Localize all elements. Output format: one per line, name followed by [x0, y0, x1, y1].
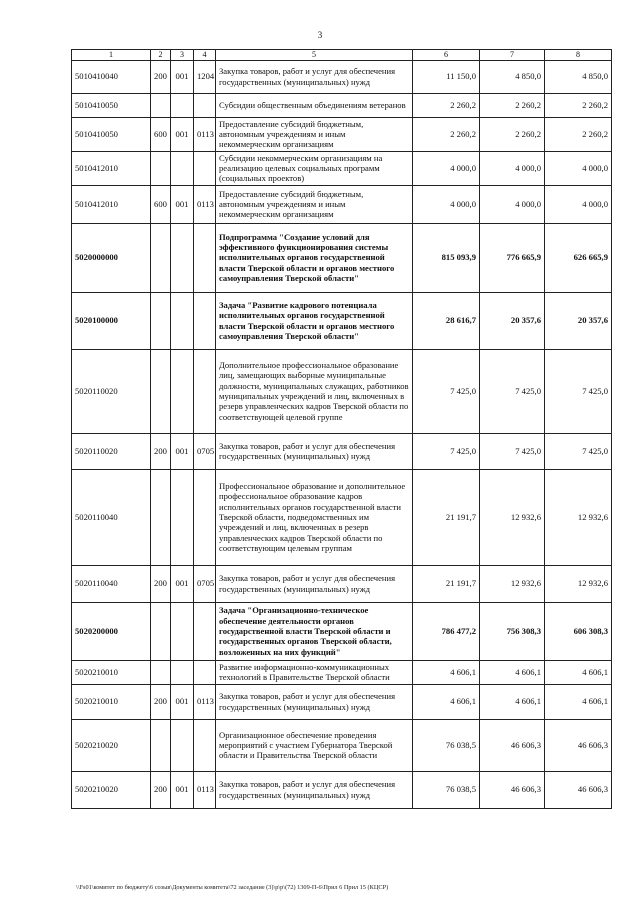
file-path-footer: \\Fs01\комитет по бюджету\6 созыв\Документы комитета\72 заседание (3)\p\p\(72) 1309-П-6\Прил 6 Прил 15 (КЦСР) [76, 884, 389, 891]
amount-col-8: 4 606,1 [545, 684, 612, 719]
description: Задача "Развитие кадрового потенциала исполнительных органов государственной власти Тверской области и органов местного самоуправления Тверской области" [216, 292, 413, 349]
ministry-code [171, 292, 194, 349]
description: Профессиональное образование и дополнительное профессиональное образование кадров исполнительных органов государственной власти Тверской области, подведомственных им учреждений и лиц, включенных в резерв управленческих кадров Тверской области по соответствующим целевым группам [216, 469, 413, 565]
ministry-code [171, 602, 194, 660]
amount-col-7: 4 606,1 [480, 684, 545, 719]
classification-code: 5020210010 [72, 660, 151, 684]
classification-code: 5010410050 [72, 117, 151, 151]
amount-col-6: 7 425,0 [413, 433, 480, 469]
expense-type-code [151, 660, 171, 684]
amount-col-8: 606 308,3 [545, 602, 612, 660]
table-row [72, 60, 612, 93]
amount-col-7: 20 357,6 [480, 292, 545, 349]
description: Подпрограмма "Создание условий для эффективного функционирования системы исполнительных органов государственной власти Тверской области и органов местного самоуправления Тверской области" [216, 223, 413, 292]
col-header-1: 1 [72, 50, 151, 61]
section-code: 0705 [194, 433, 216, 469]
classification-code: 5010410040 [72, 60, 151, 93]
amount-col-6: 28 616,7 [413, 292, 480, 349]
amount-col-6: 76 038,5 [413, 771, 480, 808]
amount-col-6: 76 038,5 [413, 719, 480, 771]
ministry-code [171, 223, 194, 292]
col-header-8: 8 [545, 50, 612, 61]
section-code [194, 602, 216, 660]
ministry-code [171, 719, 194, 771]
amount-col-8: 12 932,6 [545, 565, 612, 602]
amount-col-8: 20 357,6 [545, 292, 612, 349]
section-code: 0113 [194, 771, 216, 808]
section-code [194, 223, 216, 292]
description: Предоставление субсидий бюджетным, автономным учреждениям и иным некоммерческим организациям [216, 185, 413, 223]
ministry-code: 001 [171, 565, 194, 602]
amount-col-6: 7 425,0 [413, 349, 480, 433]
classification-code: 5020210010 [72, 684, 151, 719]
section-code: 0113 [194, 185, 216, 223]
amount-col-7: 46 606,3 [480, 719, 545, 771]
ministry-code [171, 93, 194, 117]
amount-col-7: 12 932,6 [480, 469, 545, 565]
amount-col-7: 4 606,1 [480, 660, 545, 684]
table-row [72, 602, 612, 660]
table-row [72, 469, 612, 565]
ministry-code: 001 [171, 433, 194, 469]
amount-col-6: 4 606,1 [413, 684, 480, 719]
amount-col-6: 4 000,0 [413, 151, 480, 185]
table-row [72, 93, 612, 117]
ministry-code: 001 [171, 117, 194, 151]
classification-code: 5020110020 [72, 349, 151, 433]
table-row [72, 292, 612, 349]
section-code [194, 151, 216, 185]
amount-col-8: 12 932,6 [545, 469, 612, 565]
table-row [72, 433, 612, 469]
amount-col-6: 21 191,7 [413, 565, 480, 602]
table-row [72, 349, 612, 433]
amount-col-7: 12 932,6 [480, 565, 545, 602]
col-header-5: 5 [216, 50, 413, 61]
amount-col-7: 4 000,0 [480, 151, 545, 185]
section-code [194, 292, 216, 349]
col-header-7: 7 [480, 50, 545, 61]
amount-col-7: 4 000,0 [480, 185, 545, 223]
ministry-code [171, 151, 194, 185]
classification-code: 5020110040 [72, 565, 151, 602]
amount-col-8: 2 260,2 [545, 93, 612, 117]
classification-code: 5020200000 [72, 602, 151, 660]
section-code: 0705 [194, 565, 216, 602]
table-row [72, 151, 612, 185]
table-row [72, 719, 612, 771]
description: Закупка товаров, работ и услуг для обеспечения государственных (муниципальных) нужд [216, 771, 413, 808]
description: Субсидии некоммерческим организациям на реализацию целевых социальных программ (социальных проектов) [216, 151, 413, 185]
description: Закупка товаров, работ и услуг для обеспечения государственных (муниципальных) нужд [216, 684, 413, 719]
classification-code: 5010412010 [72, 185, 151, 223]
section-code [194, 349, 216, 433]
expense-type-code: 200 [151, 684, 171, 719]
page-number: 3 [317, 30, 323, 40]
ministry-code [171, 660, 194, 684]
description: Закупка товаров, работ и услуг для обеспечения государственных (муниципальных) нужд [216, 433, 413, 469]
section-code: 1204 [194, 60, 216, 93]
classification-code: 5020210020 [72, 719, 151, 771]
table-row [72, 223, 612, 292]
amount-col-7: 7 425,0 [480, 433, 545, 469]
amount-col-8: 626 665,9 [545, 223, 612, 292]
classification-code: 5020100000 [72, 292, 151, 349]
amount-col-7: 756 308,3 [480, 602, 545, 660]
expense-type-code [151, 719, 171, 771]
expense-type-code [151, 223, 171, 292]
classification-code: 5010410050 [72, 93, 151, 117]
expense-type-code [151, 93, 171, 117]
section-code: 0113 [194, 684, 216, 719]
amount-col-8: 4 606,1 [545, 660, 612, 684]
description: Предоставление субсидий бюджетным, автономным учреждениям и иным некоммерческим организациям [216, 117, 413, 151]
budget-table [71, 49, 612, 809]
amount-col-6: 815 093,9 [413, 223, 480, 292]
classification-code: 5010412010 [72, 151, 151, 185]
col-header-3: 3 [171, 50, 194, 61]
ministry-code: 001 [171, 771, 194, 808]
table-row [72, 117, 612, 151]
expense-type-code [151, 151, 171, 185]
classification-code: 5020110040 [72, 469, 151, 565]
ministry-code: 001 [171, 60, 194, 93]
header-row [72, 50, 612, 61]
amount-col-8: 2 260,2 [545, 117, 612, 151]
section-code [194, 469, 216, 565]
expense-type-code: 600 [151, 117, 171, 151]
amount-col-6: 11 150,0 [413, 60, 480, 93]
section-code: 0113 [194, 117, 216, 151]
section-code [194, 660, 216, 684]
classification-code: 5020210020 [72, 771, 151, 808]
description: Закупка товаров, работ и услуг для обеспечения государственных (муниципальных) нужд [216, 60, 413, 93]
amount-col-8: 7 425,0 [545, 349, 612, 433]
expense-type-code: 200 [151, 565, 171, 602]
amount-col-6: 21 191,7 [413, 469, 480, 565]
col-header-4: 4 [194, 50, 216, 61]
amount-col-6: 2 260,2 [413, 117, 480, 151]
expense-type-code [151, 349, 171, 433]
amount-col-8: 46 606,3 [545, 771, 612, 808]
table-row [72, 771, 612, 808]
amount-col-7: 776 665,9 [480, 223, 545, 292]
amount-col-8: 4 850,0 [545, 60, 612, 93]
amount-col-8: 4 000,0 [545, 151, 612, 185]
amount-col-6: 4 000,0 [413, 185, 480, 223]
amount-col-7: 2 260,2 [480, 117, 545, 151]
col-header-2: 2 [151, 50, 171, 61]
expense-type-code: 200 [151, 433, 171, 469]
expense-type-code: 600 [151, 185, 171, 223]
col-header-6: 6 [413, 50, 480, 61]
amount-col-8: 4 000,0 [545, 185, 612, 223]
table-row [72, 185, 612, 223]
classification-code: 5020000000 [72, 223, 151, 292]
description: Закупка товаров, работ и услуг для обеспечения государственных (муниципальных) нужд [216, 565, 413, 602]
description: Дополнительное профессиональное образование лиц, замещающих выборные муниципальные должности, муниципальных служащих, работников муниципальных учреждений и лиц, включенных в резерв управленческих кадров Тверской области по соответствующей целевой группе [216, 349, 413, 433]
expense-type-code: 200 [151, 60, 171, 93]
description: Организационное обеспечение проведения мероприятий с участием Губернатора Тверской области и Правительства Тверской области [216, 719, 413, 771]
table-row [72, 660, 612, 684]
expense-type-code [151, 602, 171, 660]
amount-col-7: 4 850,0 [480, 60, 545, 93]
expense-type-code [151, 469, 171, 565]
section-code [194, 93, 216, 117]
amount-col-6: 2 260,2 [413, 93, 480, 117]
ministry-code [171, 349, 194, 433]
amount-col-7: 2 260,2 [480, 93, 545, 117]
amount-col-6: 786 477,2 [413, 602, 480, 660]
ministry-code [171, 469, 194, 565]
section-code [194, 719, 216, 771]
classification-code: 5020110020 [72, 433, 151, 469]
ministry-code: 001 [171, 185, 194, 223]
ministry-code: 001 [171, 684, 194, 719]
table-row [72, 565, 612, 602]
amount-col-8: 7 425,0 [545, 433, 612, 469]
table-row [72, 684, 612, 719]
description: Задача "Организационно-техническое обеспечение деятельности органов государственной власти Тверской области и государственных органов Тверской области, возложенных на них функций" [216, 602, 413, 660]
expense-type-code: 200 [151, 771, 171, 808]
table-body [72, 60, 612, 808]
description: Субсидии общественным объединениям ветеранов [216, 93, 413, 117]
amount-col-8: 46 606,3 [545, 719, 612, 771]
amount-col-7: 7 425,0 [480, 349, 545, 433]
description: Развитие информационно-коммуникационных технологий в Правительстве Тверской области [216, 660, 413, 684]
amount-col-7: 46 606,3 [480, 771, 545, 808]
expense-type-code [151, 292, 171, 349]
amount-col-6: 4 606,1 [413, 660, 480, 684]
